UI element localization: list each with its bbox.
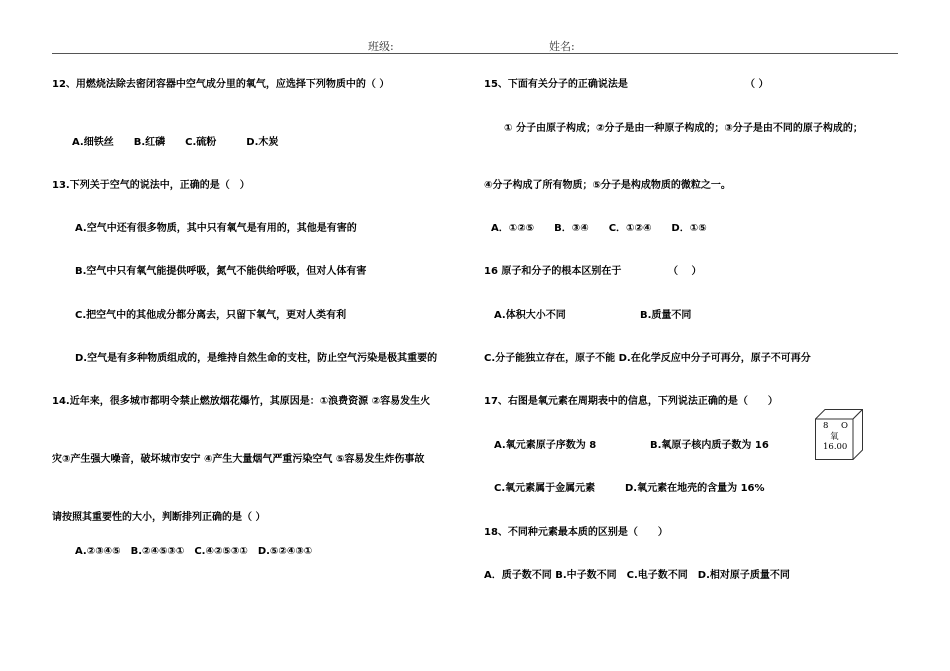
question-16-options-cd: C.分子能独立存在，原子不能 D.在化学反应中分子可再分，原子不可再分 xyxy=(484,353,811,364)
question-15-line-2: ④分子构成了所有物质；⑤分子是构成物质的微粒之一。 xyxy=(484,180,731,191)
question-14-options: A.②③④⑤ B.②④⑤③① C.④②⑤③① D.⑤②④③① xyxy=(75,546,313,557)
question-13-option-c: C.把空气中的其他成分都分离去，只留下氧气，更对人类有利 xyxy=(75,310,347,321)
question-14-line-2: 灾③产生强大噪音，破坏城市安宁 ④产生大量烟气严重污染空气 ⑤容易发生炸伤事故 xyxy=(52,454,425,465)
question-14-line-1: 14.近年来，很多城市都明令禁止燃放烟花爆竹，其原因是：①浪费资源 ②容易发生火 xyxy=(52,396,431,407)
element-atomic-number: 8 xyxy=(823,421,829,431)
question-17-option-c: C.氧元素属于金属元素 xyxy=(494,483,596,494)
element-atomic-mass: 16.00 xyxy=(823,442,848,452)
header-rule xyxy=(52,53,898,54)
question-17-option-d: D.氧元素在地壳的含量为 16% xyxy=(625,483,765,494)
question-18-stem: 18、不同种元素最本质的区别是（ ） xyxy=(484,527,668,538)
question-17-option-b: B.氧原子核内质子数为 16 xyxy=(650,440,769,451)
question-13-option-d: D.空气是有多种物质组成的，是维持自然生命的支柱，防止空气污染是极其重要的 xyxy=(75,353,438,364)
question-13-stem: 13.下列关于空气的说法中，正确的是（ ） xyxy=(52,180,250,191)
question-16-stem: 16 原子和分子的根本区别在于 xyxy=(484,266,622,277)
question-15-paren: （ ） xyxy=(745,79,769,90)
class-label: 班级: xyxy=(368,40,394,53)
name-label: 姓名: xyxy=(549,40,575,53)
question-17-option-a: A.氧元素原子序数为 8 xyxy=(494,440,597,451)
question-17-stem: 17、右图是氧元素在周期表中的信息，下列说法正确的是（ ） xyxy=(484,396,778,407)
question-14-line-3: 请按照其重要性的大小，判断排列正确的是（ ） xyxy=(52,512,266,523)
question-18-options: A．质子数不同 B.中子数不同 C.电子数不同 D.相对原子质量不同 xyxy=(484,570,790,581)
question-13-option-b: B.空气中只有氧气能提供呼吸，氮气不能供给呼吸，但对人体有害 xyxy=(75,266,367,277)
oxygen-element-cell xyxy=(815,409,863,460)
element-box-outline xyxy=(815,409,863,460)
question-12-options: A.细铁丝 B.红磷 C.硫粉 D.木炭 xyxy=(72,137,279,148)
question-15-stem: 15、下面有关分子的正确说法是 xyxy=(484,79,628,90)
question-16-option-b: B.质量不同 xyxy=(640,310,692,321)
element-name: 氧 xyxy=(830,432,839,442)
question-13-option-a: A.空气中还有很多物质，其中只有氧气是有用的，其他是有害的 xyxy=(75,223,357,234)
question-12-stem: 12、用燃烧法除去密闭容器中空气成分里的氧气，应选择下列物质中的（ ） xyxy=(52,79,390,90)
question-15-line-1: ① 分子由原子构成；②分子是由一种原子构成的；③分子是由不同的原子构成的； xyxy=(504,123,863,134)
question-16-option-a: A.体积大小不同 xyxy=(494,310,566,321)
question-15-options: A．①②⑤ B．③④ C．①②④ D．①⑤ xyxy=(491,223,707,234)
question-16-paren: （ ） xyxy=(668,266,702,277)
element-symbol: O xyxy=(841,421,848,431)
